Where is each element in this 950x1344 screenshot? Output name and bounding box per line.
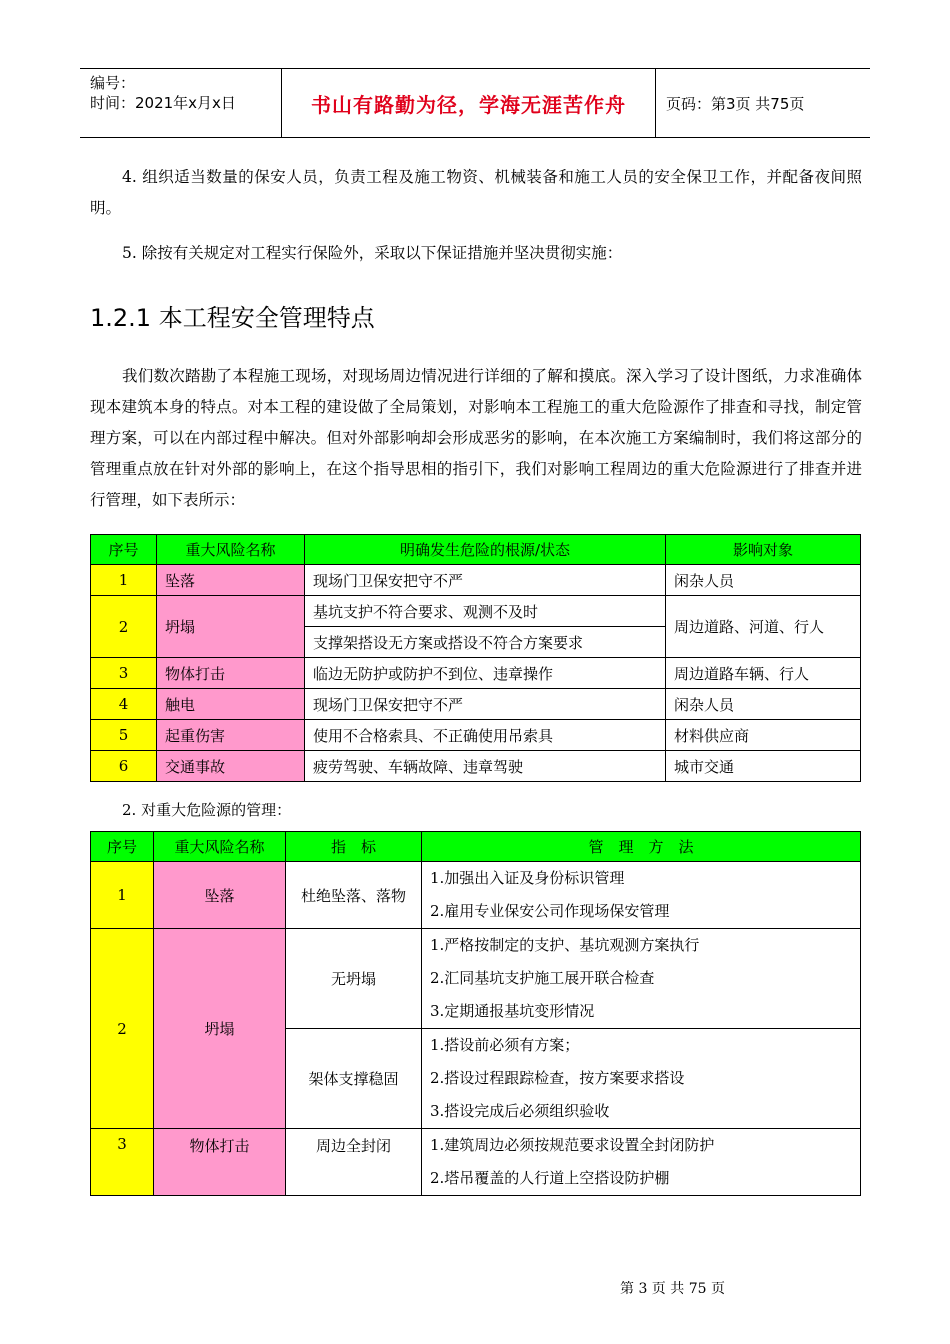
risk-target: 闲杂人员: [666, 689, 861, 720]
risk-target: 城市交通: [666, 751, 861, 782]
row-number: 3: [91, 658, 157, 689]
t1-header-no: 序号: [91, 535, 157, 565]
header-motto: 书山有路勤为径，学海无涯苦作舟: [282, 69, 656, 137]
method-list: [422, 929, 861, 1029]
indicator: 架体支撑稳固: [286, 1029, 422, 1129]
method-item: 2.雇用专业保安公司作现场保安管理: [430, 902, 670, 920]
row-number: 1: [91, 862, 154, 929]
table-row: [91, 751, 861, 782]
section-heading: 1.2.1 本工程安全管理特点: [90, 304, 375, 332]
method-list: [422, 1129, 861, 1196]
method-item: 2.搭设过程跟踪检查，按方案要求搭设: [430, 1069, 685, 1087]
table-row: [91, 720, 861, 751]
table-row: [91, 862, 861, 929]
risk-target: 材料供应商: [666, 720, 861, 751]
risk-source: 现场门卫保安把守不严: [305, 565, 666, 596]
risk-name: 交通事故: [157, 751, 305, 782]
method-item: 3.搭设完成后必须组织验收: [430, 1102, 610, 1120]
indicator: 周边全封闭: [286, 1129, 422, 1196]
intro-paragraph: 我们数次踏勘了本程施工现场，对现场周边情况进行详细的了解和摸底。深入学习了设计图纸，力求准确体现本建筑本身的特点。对本工程的建设做了全局策划，对影响本工程施工的重大危险源作了排查和寻找，制定管理方案，可以在内部过程中解决。但对外部影响却会形成恶劣的影响，在本次施工方案编制时，我们将这部分的管理重点放在针对外部的影响上，在这个指导思相的指引下，我们对影响工程周边的重大危险源进行了排查并进行管理，如下表所示：: [90, 367, 862, 509]
indicator: 杜绝坠落、落物: [286, 862, 422, 929]
header-date: 时间：2021年x月x日: [90, 94, 236, 112]
risk-source: 支撑架搭设无方案或搭设不符合方案要求: [305, 627, 666, 658]
row-number: 1: [91, 565, 157, 596]
method-item: 2.汇同基坑支护施工展开联合检查: [430, 969, 655, 987]
subheading-2: 2. 对重大危险源的管理：: [122, 801, 292, 819]
page-footer: 第 3 页 共 75 页: [620, 1281, 725, 1297]
risk-source: 疲劳驾驶、车辆故障、违章驾驶: [305, 751, 666, 782]
risk-name: 物体打击: [154, 1129, 286, 1196]
method-item: 1.建筑周边必须按规范要求设置全封闭防护: [430, 1136, 715, 1154]
row-number: 3: [91, 1129, 154, 1196]
table-row: [91, 929, 861, 1029]
risk-name: 坍塌: [157, 596, 305, 658]
t1-header-name: 重大风险名称: [157, 535, 305, 565]
table-row: [91, 1129, 861, 1196]
risk-name: 坠落: [157, 565, 305, 596]
risk-name: 坠落: [154, 862, 286, 929]
table-row: [91, 596, 861, 627]
header-serial: 编号：: [90, 74, 136, 92]
hazard-table: [90, 534, 861, 782]
table-row: [91, 689, 861, 720]
risk-source: 临边无防护或防护不到位、违章操作: [305, 658, 666, 689]
t2-header-indicator: 指 标: [286, 832, 422, 862]
method-list: [422, 1029, 861, 1129]
t1-header-target: 影响对象: [666, 535, 861, 565]
method-item: 1.加强出入证及身份标识管理: [430, 869, 625, 887]
t2-header-name: 重大风险名称: [154, 832, 286, 862]
row-number: 2: [91, 596, 157, 658]
header-page-code: 页码：第3页 共75页: [666, 94, 805, 113]
method-list: [422, 862, 861, 929]
row-number: 5: [91, 720, 157, 751]
row-number: 6: [91, 751, 157, 782]
row-number: 2: [91, 929, 154, 1129]
indicator: 无坍塌: [286, 929, 422, 1029]
t1-header-source: 明确发生危险的根源/状态: [305, 535, 666, 565]
table-row: [91, 658, 861, 689]
paragraph-5: 5. 除按有关规定对工程实行保险外，采取以下保证措施并坚决贯彻实施：: [122, 244, 623, 262]
risk-source: 现场门卫保安把守不严: [305, 689, 666, 720]
risk-name: 起重伤害: [157, 720, 305, 751]
page-header: [80, 68, 870, 138]
risk-source: 基坑支护不符合要求、观测不及时: [305, 596, 666, 627]
risk-name: 物体打击: [157, 658, 305, 689]
risk-target: 周边道路车辆、行人: [666, 658, 861, 689]
t2-header-method: 管 理 方 法: [422, 832, 861, 862]
risk-name: 触电: [157, 689, 305, 720]
method-item: 1.严格按制定的支护、基坑观测方案执行: [430, 936, 700, 954]
row-number: 4: [91, 689, 157, 720]
risk-source: 使用不合格索具、不正确使用吊索具: [305, 720, 666, 751]
t2-header-no: 序号: [91, 832, 154, 862]
risk-target: 周边道路、河道、行人: [666, 596, 861, 658]
paragraph-4: 4. 组织适当数量的保安人员，负责工程及施工物资、机械装备和施工人员的安全保卫工作，并配备夜间照明。: [90, 168, 862, 217]
risk-target: 闲杂人员: [666, 565, 861, 596]
table-row: [91, 565, 861, 596]
management-table: [90, 831, 861, 1196]
method-item: 1.搭设前必须有方案；: [430, 1036, 580, 1054]
risk-name: 坍塌: [154, 929, 286, 1129]
method-item: 3.定期通报基坑变形情况: [430, 1002, 595, 1020]
header-meta: [80, 69, 282, 137]
method-item: 2.塔吊覆盖的人行道上空搭设防护棚: [430, 1169, 670, 1187]
